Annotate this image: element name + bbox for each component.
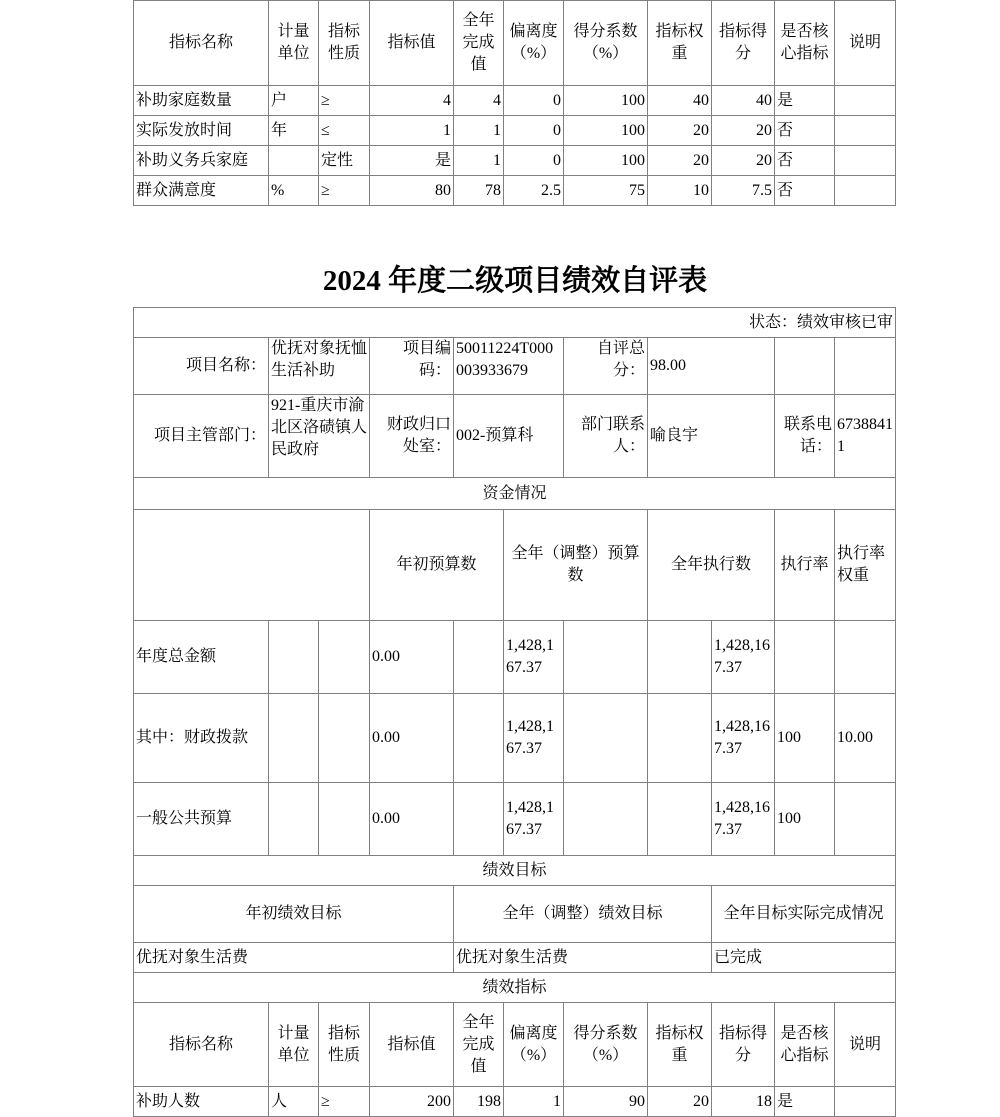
indicator-cell: 20 bbox=[712, 116, 775, 146]
indicator-cell: 20 bbox=[648, 116, 712, 146]
table-cell: 年初绩效目标 bbox=[134, 886, 454, 943]
section-row bbox=[134, 478, 896, 510]
column-header: 偏离度（%） bbox=[504, 1003, 564, 1087]
indicator-cell: 100 bbox=[564, 116, 648, 146]
indicator-cell: 40 bbox=[712, 86, 775, 116]
indicator-row bbox=[134, 176, 896, 206]
table-cell: 年度总金额 bbox=[134, 621, 269, 694]
table-cell: 项目主管部门： bbox=[134, 395, 269, 478]
column-header: 指标得分 bbox=[712, 1, 775, 86]
column-header: 指标权重 bbox=[648, 1, 712, 86]
top-indicator-table bbox=[133, 0, 896, 206]
table-cell: 0.00 bbox=[370, 783, 454, 856]
funding-row bbox=[134, 694, 896, 783]
table-cell: 67388411 bbox=[835, 395, 896, 478]
indicator-cell: 群众满意度 bbox=[134, 176, 269, 206]
table-cell bbox=[835, 338, 896, 395]
info-row bbox=[134, 338, 896, 395]
indicator-cell bbox=[835, 86, 896, 116]
table-cell: 联系电话： bbox=[775, 395, 835, 478]
funding-row bbox=[134, 783, 896, 856]
table-cell: 0.00 bbox=[370, 621, 454, 694]
table-cell bbox=[454, 621, 504, 694]
table-cell: 1,428,167.37 bbox=[504, 783, 564, 856]
table-cell: 执行率 bbox=[775, 510, 835, 621]
section-title: 资金情况 bbox=[134, 478, 896, 510]
column-header: 指标权重 bbox=[648, 1003, 712, 1087]
section-title: 绩效指标 bbox=[134, 973, 896, 1003]
table-cell: 全年（调整）预算数 bbox=[504, 510, 648, 621]
column-header: 是否核心指标 bbox=[775, 1003, 835, 1087]
indicator-cell bbox=[269, 146, 319, 176]
indicator-header-row bbox=[134, 1003, 896, 1087]
table-cell: 50011224T000003933679 bbox=[454, 338, 564, 395]
indicator-cell: 补助义务兵家庭 bbox=[134, 146, 269, 176]
column-header: 全年完成值 bbox=[454, 1003, 504, 1087]
indicator-cell: 80 bbox=[370, 176, 454, 206]
table-cell bbox=[648, 621, 712, 694]
indicator-row bbox=[134, 146, 896, 176]
table-cell bbox=[319, 694, 370, 783]
goals-row bbox=[134, 943, 896, 973]
indicator-cell: 人 bbox=[269, 1087, 319, 1117]
section-row bbox=[134, 856, 896, 886]
table-cell: 1,428,167.37 bbox=[504, 621, 564, 694]
section-title: 绩效目标 bbox=[134, 856, 896, 886]
indicator-cell: 是 bbox=[775, 1087, 835, 1117]
table-cell bbox=[454, 694, 504, 783]
column-header: 指标得分 bbox=[712, 1003, 775, 1087]
column-header: 偏离度（%） bbox=[504, 1, 564, 86]
column-header: 得分系数（%） bbox=[564, 1003, 648, 1087]
indicator-cell: 户 bbox=[269, 86, 319, 116]
indicator-cell: 0 bbox=[504, 86, 564, 116]
indicator-cell: 20 bbox=[648, 1087, 712, 1117]
table-cell: 优抚对象抚恤生活补助 bbox=[269, 338, 370, 395]
indicator-cell: 是 bbox=[370, 146, 454, 176]
table-cell: 1,428,167.37 bbox=[712, 783, 775, 856]
indicator-cell: 198 bbox=[454, 1087, 504, 1117]
table-cell: 年初预算数 bbox=[370, 510, 504, 621]
indicator-cell: 1 bbox=[454, 146, 504, 176]
table-cell: 1,428,167.37 bbox=[504, 694, 564, 783]
indicator-cell: 75 bbox=[564, 176, 648, 206]
column-header: 指标名称 bbox=[134, 1, 269, 86]
indicator-cell: 补助人数 bbox=[134, 1087, 269, 1117]
indicator-cell: 10 bbox=[648, 176, 712, 206]
table-cell: 002-预算科 bbox=[454, 395, 564, 478]
table-cell bbox=[648, 694, 712, 783]
indicator-row bbox=[134, 116, 896, 146]
table-cell bbox=[134, 510, 370, 621]
indicator-cell: 90 bbox=[564, 1087, 648, 1117]
table-cell: 项目编码： bbox=[370, 338, 454, 395]
table-cell: 10.00 bbox=[835, 694, 896, 783]
table-cell bbox=[564, 783, 648, 856]
table-cell: 100 bbox=[775, 783, 835, 856]
table-cell: 921-重庆市渝北区洛碛镇人民政府 bbox=[269, 395, 370, 478]
indicator-cell: 20 bbox=[648, 146, 712, 176]
section-row bbox=[134, 973, 896, 1003]
funding-row bbox=[134, 621, 896, 694]
indicator-cell: 实际发放时间 bbox=[134, 116, 269, 146]
status-text: 状态：绩效审核已审 bbox=[134, 308, 896, 338]
table-cell: 执行率权重 bbox=[835, 510, 896, 621]
indicator-cell: 1 bbox=[370, 116, 454, 146]
indicator-cell: 100 bbox=[564, 146, 648, 176]
status-row bbox=[134, 308, 896, 338]
table-cell bbox=[835, 621, 896, 694]
column-header: 指标性质 bbox=[319, 1, 370, 86]
goals-header-row bbox=[134, 886, 896, 943]
table-cell: 优抚对象生活费 bbox=[134, 943, 454, 973]
indicator-header-row bbox=[134, 1, 896, 86]
table-cell bbox=[319, 783, 370, 856]
indicator-cell: 20 bbox=[712, 146, 775, 176]
column-header: 指标性质 bbox=[319, 1003, 370, 1087]
indicator-cell: 2.5 bbox=[504, 176, 564, 206]
indicator-cell: 是 bbox=[775, 86, 835, 116]
table-cell bbox=[269, 694, 319, 783]
column-header: 说明 bbox=[835, 1003, 896, 1087]
indicator-cell: 100 bbox=[564, 86, 648, 116]
column-header: 全年完成值 bbox=[454, 1, 504, 86]
column-header: 是否核心指标 bbox=[775, 1, 835, 86]
indicator-cell: 40 bbox=[648, 86, 712, 116]
indicator-cell: 78 bbox=[454, 176, 504, 206]
page-title: 2024 年度二级项目绩效自评表 bbox=[322, 265, 708, 297]
table-cell: 全年（调整）绩效目标 bbox=[454, 886, 712, 943]
indicator-cell: 否 bbox=[775, 146, 835, 176]
indicator-cell: ≤ bbox=[319, 116, 370, 146]
table-cell bbox=[775, 621, 835, 694]
indicator-cell bbox=[835, 176, 896, 206]
table-cell: 0.00 bbox=[370, 694, 454, 783]
column-header: 计量单位 bbox=[269, 1, 319, 86]
indicator-cell: 补助家庭数量 bbox=[134, 86, 269, 116]
table-cell: 已完成 bbox=[712, 943, 896, 973]
column-header: 指标值 bbox=[370, 1, 454, 86]
indicator-cell: ≥ bbox=[319, 86, 370, 116]
table-cell bbox=[319, 621, 370, 694]
table-cell: 项目名称： bbox=[134, 338, 269, 395]
indicator-cell: 否 bbox=[775, 116, 835, 146]
indicator-cell: 定性 bbox=[319, 146, 370, 176]
table-cell bbox=[648, 783, 712, 856]
indicator-cell bbox=[835, 116, 896, 146]
table-cell: 自评总分： bbox=[564, 338, 648, 395]
indicator-cell bbox=[835, 1087, 896, 1117]
self-evaluation-table bbox=[133, 307, 896, 1117]
indicator-cell: 否 bbox=[775, 176, 835, 206]
indicator-cell: ≥ bbox=[319, 176, 370, 206]
indicator-cell: 0 bbox=[504, 116, 564, 146]
table-cell: 优抚对象生活费 bbox=[454, 943, 712, 973]
table-cell: 1,428,167.37 bbox=[712, 694, 775, 783]
table-cell: 100 bbox=[775, 694, 835, 783]
indicator-cell bbox=[835, 146, 896, 176]
indicator-cell: 年 bbox=[269, 116, 319, 146]
indicator-cell: 18 bbox=[712, 1087, 775, 1117]
indicator-cell: 1 bbox=[454, 116, 504, 146]
funding-header-row bbox=[134, 510, 896, 621]
indicator-cell: 200 bbox=[370, 1087, 454, 1117]
column-header: 说明 bbox=[835, 1, 896, 86]
indicator-cell: 4 bbox=[454, 86, 504, 116]
indicator-cell: 4 bbox=[370, 86, 454, 116]
column-header: 指标名称 bbox=[134, 1003, 269, 1087]
indicator-cell: 1 bbox=[504, 1087, 564, 1117]
table-cell bbox=[269, 783, 319, 856]
indicator-cell: ≥ bbox=[319, 1087, 370, 1117]
table-cell: 全年目标实际完成情况 bbox=[712, 886, 896, 943]
indicator-cell: 7.5 bbox=[712, 176, 775, 206]
table-cell bbox=[775, 338, 835, 395]
table-cell: 喻良宇 bbox=[648, 395, 775, 478]
column-header: 得分系数（%） bbox=[564, 1, 648, 86]
table-cell bbox=[564, 694, 648, 783]
indicator-cell: % bbox=[269, 176, 319, 206]
indicator-row bbox=[134, 1087, 896, 1117]
table-cell bbox=[835, 783, 896, 856]
table-cell: 1,428,167.37 bbox=[712, 621, 775, 694]
column-header: 指标值 bbox=[370, 1003, 454, 1087]
column-header: 计量单位 bbox=[269, 1003, 319, 1087]
table-cell: 全年执行数 bbox=[648, 510, 775, 621]
info-row bbox=[134, 395, 896, 478]
table-cell: 财政归口处室： bbox=[370, 395, 454, 478]
table-cell: 其中：财政拨款 bbox=[134, 694, 269, 783]
table-cell bbox=[564, 621, 648, 694]
table-cell bbox=[454, 783, 504, 856]
table-cell: 部门联系人： bbox=[564, 395, 648, 478]
table-cell: 98.00 bbox=[648, 338, 775, 395]
table-cell bbox=[269, 621, 319, 694]
indicator-cell: 0 bbox=[504, 146, 564, 176]
indicator-row bbox=[134, 86, 896, 116]
table-cell: 一般公共预算 bbox=[134, 783, 269, 856]
